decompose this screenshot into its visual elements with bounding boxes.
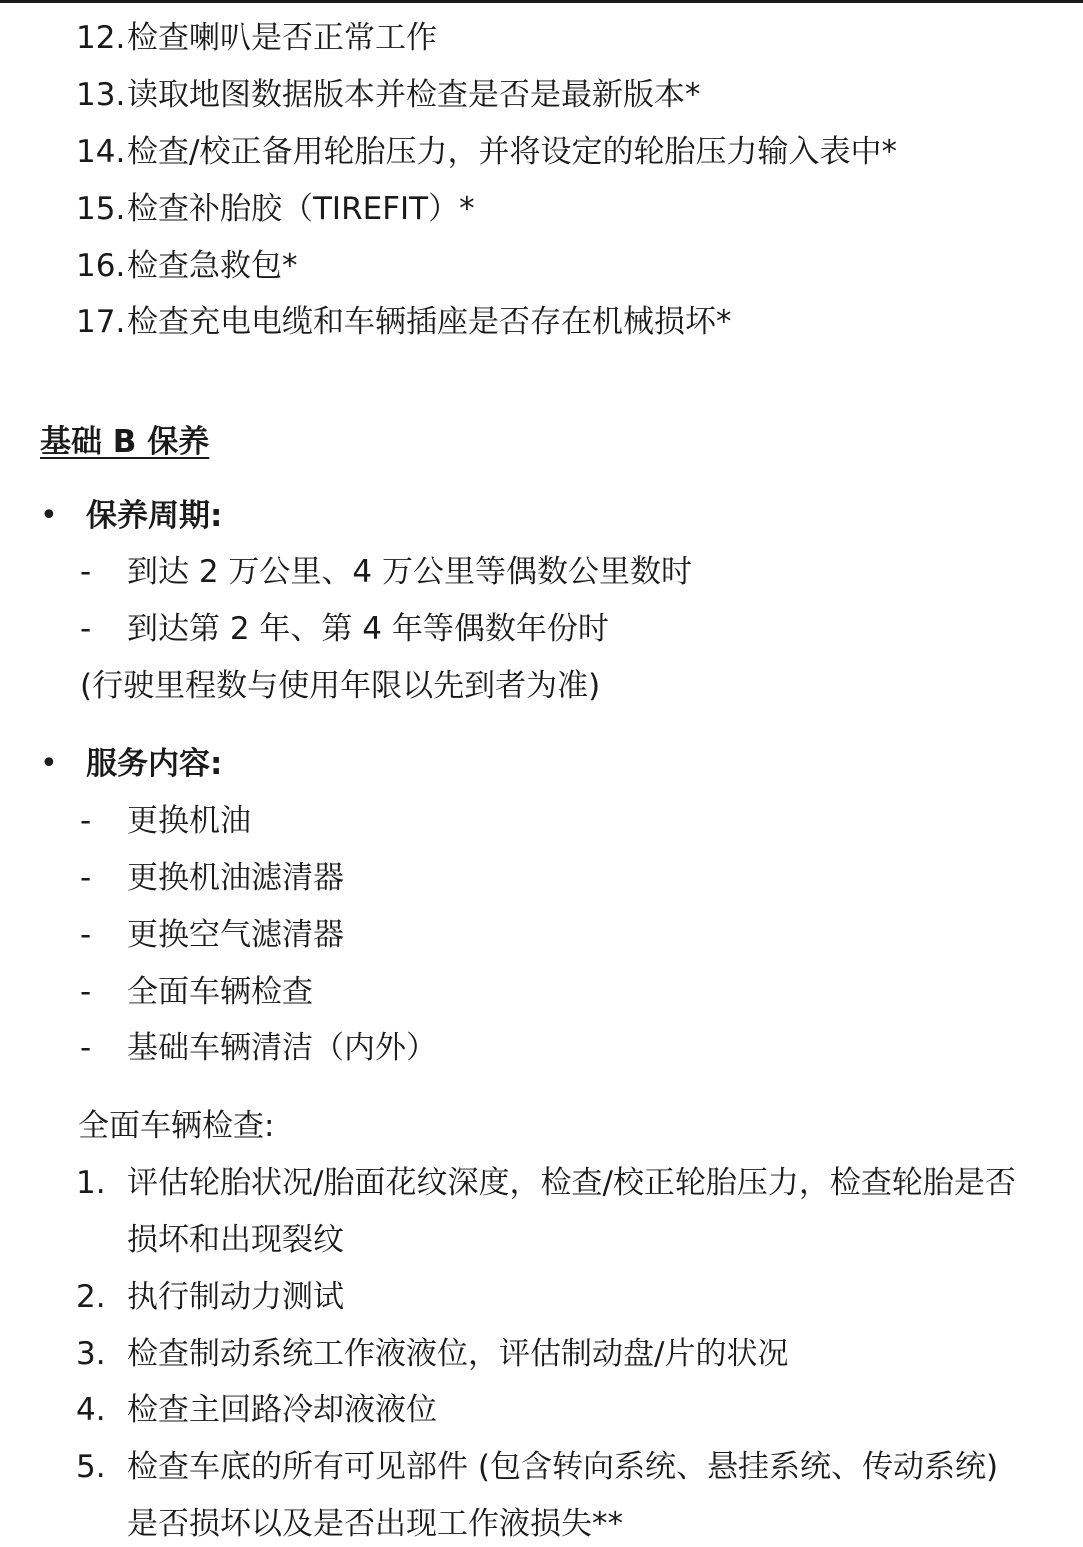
item-text: 是否损坏以及是否出现工作液损失** bbox=[127, 1506, 623, 1542]
service-label: 服务内容: bbox=[86, 746, 223, 782]
cycle-item: 到达 2 万公里、4 万公里等偶数公里数时 bbox=[127, 554, 693, 590]
dash-marker: - bbox=[80, 554, 92, 590]
bullet-icon: • bbox=[40, 746, 58, 781]
service-item: 更换机油滤清器 bbox=[127, 860, 344, 896]
service-item: 更换机油 bbox=[127, 803, 251, 839]
item-text: 检查/校正备用轮胎压力，并将设定的轮胎压力输入表中* bbox=[127, 134, 897, 170]
item-text: 执行制动力测试 bbox=[127, 1279, 344, 1315]
dash-marker: - bbox=[80, 860, 92, 896]
service-item: 基础车辆清洁（内外） bbox=[127, 1030, 437, 1066]
service-item: 更换空气滤清器 bbox=[127, 917, 344, 953]
cycle-label: 保养周期: bbox=[86, 498, 223, 534]
top-border bbox=[0, 0, 1083, 3]
item-text: 检查充电电缆和车辆插座是否存在机械损坏* bbox=[127, 304, 732, 340]
cycle-item: 到达第 2 年、第 4 年等偶数年份时 bbox=[127, 611, 609, 647]
item-text: 检查喇叭是否正常工作 bbox=[127, 20, 437, 56]
item-text: 损坏和出现裂纹 bbox=[127, 1222, 344, 1258]
dash-marker: - bbox=[80, 803, 92, 839]
dash-marker: - bbox=[80, 1030, 92, 1066]
inspection-title: 全面车辆检查: bbox=[78, 1108, 275, 1144]
section-title: 基础 B 保养 bbox=[40, 424, 210, 460]
dash-marker: - bbox=[80, 611, 92, 647]
dash-marker: - bbox=[80, 974, 92, 1010]
item-number: 12. bbox=[76, 20, 126, 56]
item-number: 13. bbox=[76, 77, 126, 113]
service-item: 全面车辆检查 bbox=[127, 974, 313, 1010]
item-text: 检查急救包* bbox=[127, 248, 298, 284]
dash-marker: - bbox=[80, 917, 92, 953]
item-text: 评估轮胎状况/胎面花纹深度，检查/校正轮胎压力，检查轮胎是否 bbox=[127, 1165, 1016, 1201]
item-number: 14. bbox=[76, 134, 126, 170]
item-number: 5. bbox=[76, 1449, 106, 1485]
cycle-note: (行驶里程数与使用年限以先到者为准) bbox=[80, 668, 601, 704]
item-text: 检查制动系统工作液液位，评估制动盘/片的状况 bbox=[127, 1336, 789, 1372]
item-text: 检查补胎胶（TIREFIT）* bbox=[127, 191, 475, 227]
item-number: 16. bbox=[76, 248, 126, 284]
item-text: 检查主回路冷却液液位 bbox=[127, 1392, 437, 1428]
item-number: 15. bbox=[76, 191, 126, 227]
item-number: 1. bbox=[76, 1165, 106, 1201]
item-number: 17. bbox=[76, 304, 126, 340]
bullet-icon: • bbox=[40, 498, 58, 533]
item-number: 3. bbox=[76, 1336, 106, 1372]
item-text: 检查车底的所有可见部件 (包含转向系统、悬挂系统、传动系统) bbox=[127, 1449, 999, 1485]
item-number: 4. bbox=[76, 1392, 106, 1428]
item-number: 2. bbox=[76, 1279, 106, 1315]
item-text: 读取地图数据版本并检查是否是最新版本* bbox=[127, 77, 701, 113]
